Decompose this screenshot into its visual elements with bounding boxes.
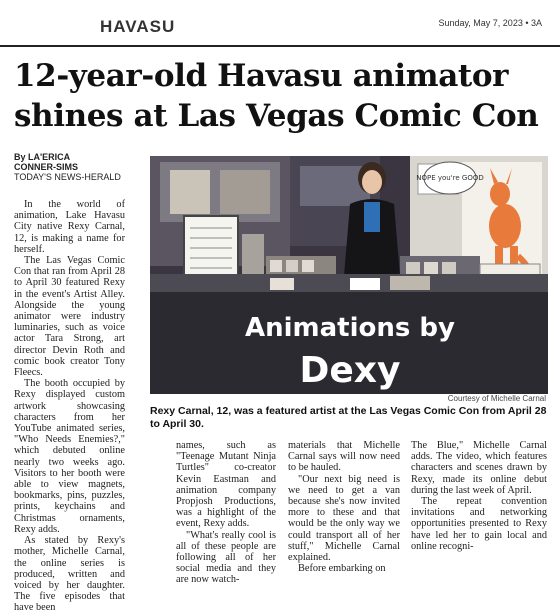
- banner-text-line-1: Animations by: [245, 313, 455, 343]
- headline: [14, 56, 554, 136]
- paragraph: "Our next big need is we need to get a van because she's now invited more to these and that would be the only way we could transport all of her stuff," Michelle Carnal explained.: [288, 473, 400, 564]
- byline: [14, 152, 134, 182]
- photo-caption: Rexy Carnal, 12, was a featured artist at the Las Vegas Comic Con from April 28 to April 30.: [150, 405, 547, 430]
- headline-line-2: shines at Las Vegas Comic Con: [14, 98, 539, 134]
- paragraph: "What's really cool is all of these people are following all of her social media and they are now watch-: [176, 529, 276, 586]
- paragraph: names, such as "Teenage Mutant Ninja Turtles" co-creator Kevin Eastman and animation company Propjosh Productions, was a highlight of the event, Rexy adds.: [176, 440, 276, 530]
- paragraph: The repeat convention invitations and networking opportunities presented to Rexy have led her to gain local and online recogni-: [411, 496, 547, 552]
- section-name: HAVASU: [100, 17, 176, 36]
- article-column-1: [14, 199, 125, 614]
- paragraph: In the world of animation, Lake Havasu City native Rexy Carnal, 12, is making a name for herself.: [14, 199, 125, 255]
- paragraph: The Las Vegas Comic Con that ran from April 28 to April 30 featured Rexy in the event's Artist Alley. Alongside the young animator were industry luminaries, such as voice actor Tara Strong, art director Devin Roth and comic book creator Tony Fleecs.: [14, 255, 125, 379]
- article-column-4: [411, 440, 547, 560]
- paragraph: materials that Michelle Carnal says will now need to be hauled.: [288, 440, 400, 474]
- booth-photo-illustration: [150, 156, 548, 394]
- byline-outlet: TODAY'S NEWS-HERALD: [14, 172, 121, 182]
- paragraph: The booth occupied by Rexy displayed custom artwork showcasing characters from her YouTube animated series, "Who Needs Enemies?," which debuted online nearly two weeks ago. Visitors to her booth were able to view magnets, bookmarks, pins, puzzles, prints, keychains and Christmas ornaments, Rexy adds.: [14, 378, 125, 535]
- paragraph: The Blue," Michelle Carnal adds. The video, which features characters and scenes drawn by Rexy, made its online debut during the last week of April.: [411, 440, 547, 496]
- article-column-3: [288, 440, 400, 575]
- byline-name: By LA'ERICA: [14, 152, 71, 162]
- byline-name-2: CONNER-SIMS: [14, 162, 79, 172]
- photo-credit: Courtesy of Michelle Carnal: [447, 394, 546, 403]
- article-column-2: [176, 440, 276, 586]
- feature-photo: [150, 156, 548, 394]
- speech-bubble-text: NOPE you're GOOD: [416, 174, 484, 182]
- dateline: Sunday, May 7, 2023 • 3A: [438, 18, 542, 28]
- banner-text-line-2: Dexy: [299, 350, 401, 391]
- paragraph: Before embarking on: [298, 563, 386, 575]
- paragraph: As stated by Rexy's mother, Michelle Carnal, the online series is produced, written and voiced by her daughter. The five episodes that have been: [14, 535, 125, 614]
- headline-line-1: 12-year-old Havasu animator: [14, 58, 509, 94]
